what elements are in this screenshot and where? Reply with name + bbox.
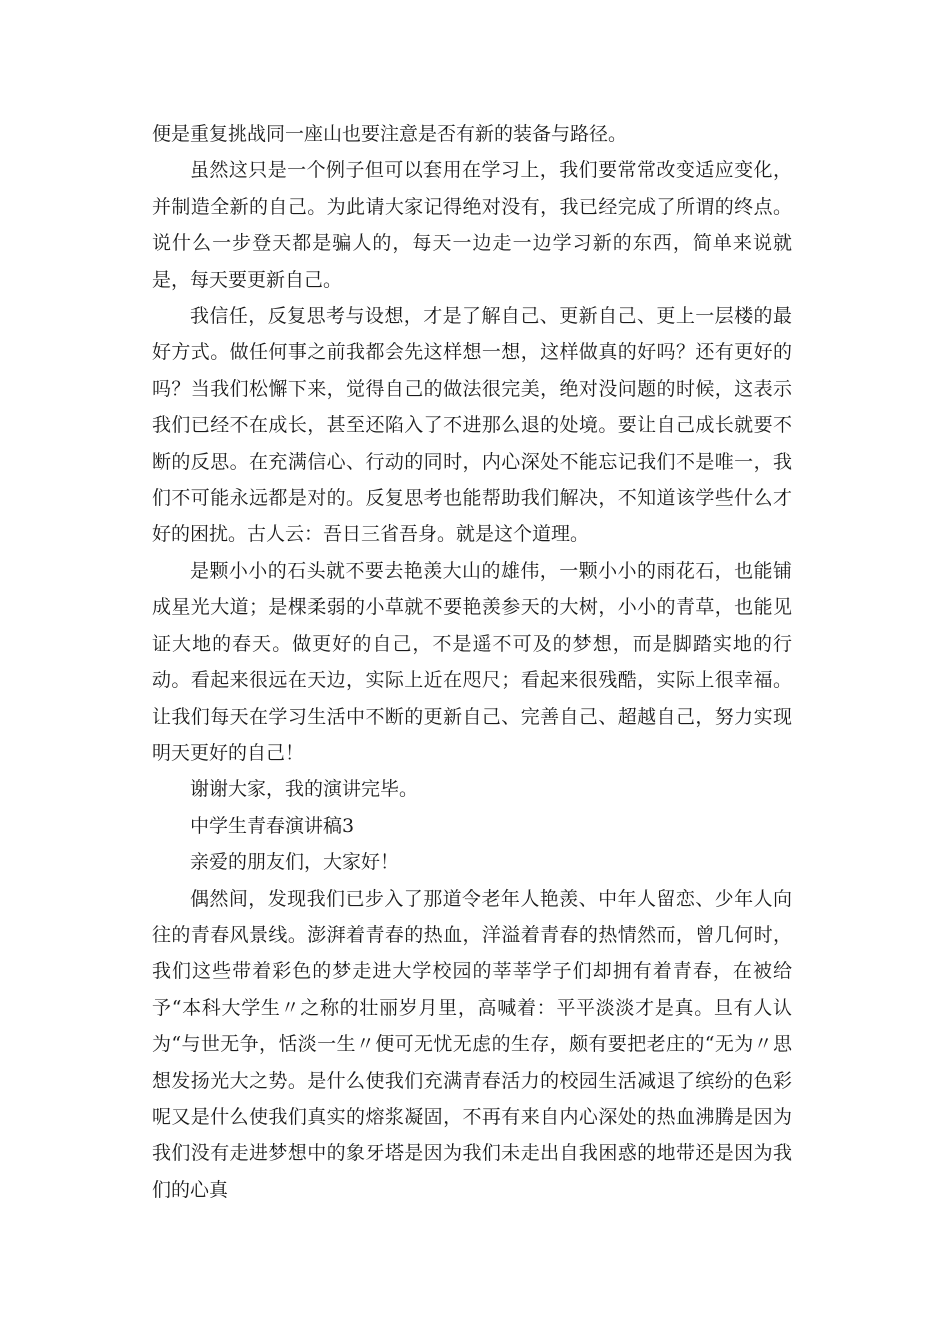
paragraph-better-self: 是颗小小的石头就不要去艳羡大山的雄伟，一颗小小的雨花石，也能铺成星光大道；是棵柔弱的小草就不要艳羡参天的大树，小小的青草，也能见证大地的春天。做更好的自己，不是遥不可及的梦想，而是脚踏实地的行动。看起来很远在天边，实际上近在咫尺；看起来很残酷，实际上很幸福。让我们每天在学习生活中不断的更新自己、完善自己、超越自己，努力实现明天更好的自己！	[152, 559, 792, 764]
paragraph-youth: 偶然间，发现我们已步入了那道令老年人艳羡、中年人留恋、少年人向往的青春风景线。澎湃着青春的热血，洋溢着青春的热情然而，曾几何时，我们这些带着彩色的梦走进大学校园的莘莘学子们却拥有着青春，在被给予“本科大学生〃之称的壮丽岁月里，高喊着：平平淡淡才是真。旦有人认为“与世无争，恬淡一生〃便可无忧无虑的生存，颇有要把老庄的“无为〃思想发扬光大之势。是什么使我们充满青春活力的校园生活减退了缤纷的色彩呢又是什么使我们真实的熔浆凝固，不再有来自内心深处的热血沸腾是因为我们没有走进梦想中的象牙塔是因为我们未走出自我困惑的地带还是因为我们的心真	[152, 887, 792, 1201]
paragraph-closing-thanks: 谢谢大家，我的演讲完毕。	[190, 778, 419, 801]
paragraph-adapt-change: 虽然这只是一个例子但可以套用在学习上，我们要常常改变适应变化，并制造全新的自己。为此请大家记得绝对没有，我已经完成了所谓的终点。说什么一步登天都是骗人的，每天一边走一边学习新的东西，简单来说就是，每天要更新自己。	[152, 159, 792, 291]
paragraph-continuation: 便是重复挑战同一座山也要注意是否有新的装备与路径。	[152, 123, 628, 145]
document-body	[152, 116, 792, 1208]
paragraph-reflection: 我信任，反复思考与设想，才是了解自己、更新自己、更上一层楼的最好方式。做任何事之前我都会先这样想一想，这样做真的好吗？还有更好的吗？当我们松懈下来，觉得自己的做法很完美，绝对没问题的时候，这表示我们已经不在成长，甚至还陷入了不进那么退的处境。要让自己成长就要不断的反思。在充满信心、行动的同时，内心深处不能忘记我们不是唯一，我们不可能永远都是对的。反复思考也能帮助我们解决，不知道该学些什么才好的困扰。古人云：吾日三省吾身。就是这个道理。	[152, 305, 792, 546]
section-title: 中学生青春演讲稿3	[190, 814, 355, 837]
greeting: 亲爱的朋友们，大家好！	[190, 851, 400, 874]
